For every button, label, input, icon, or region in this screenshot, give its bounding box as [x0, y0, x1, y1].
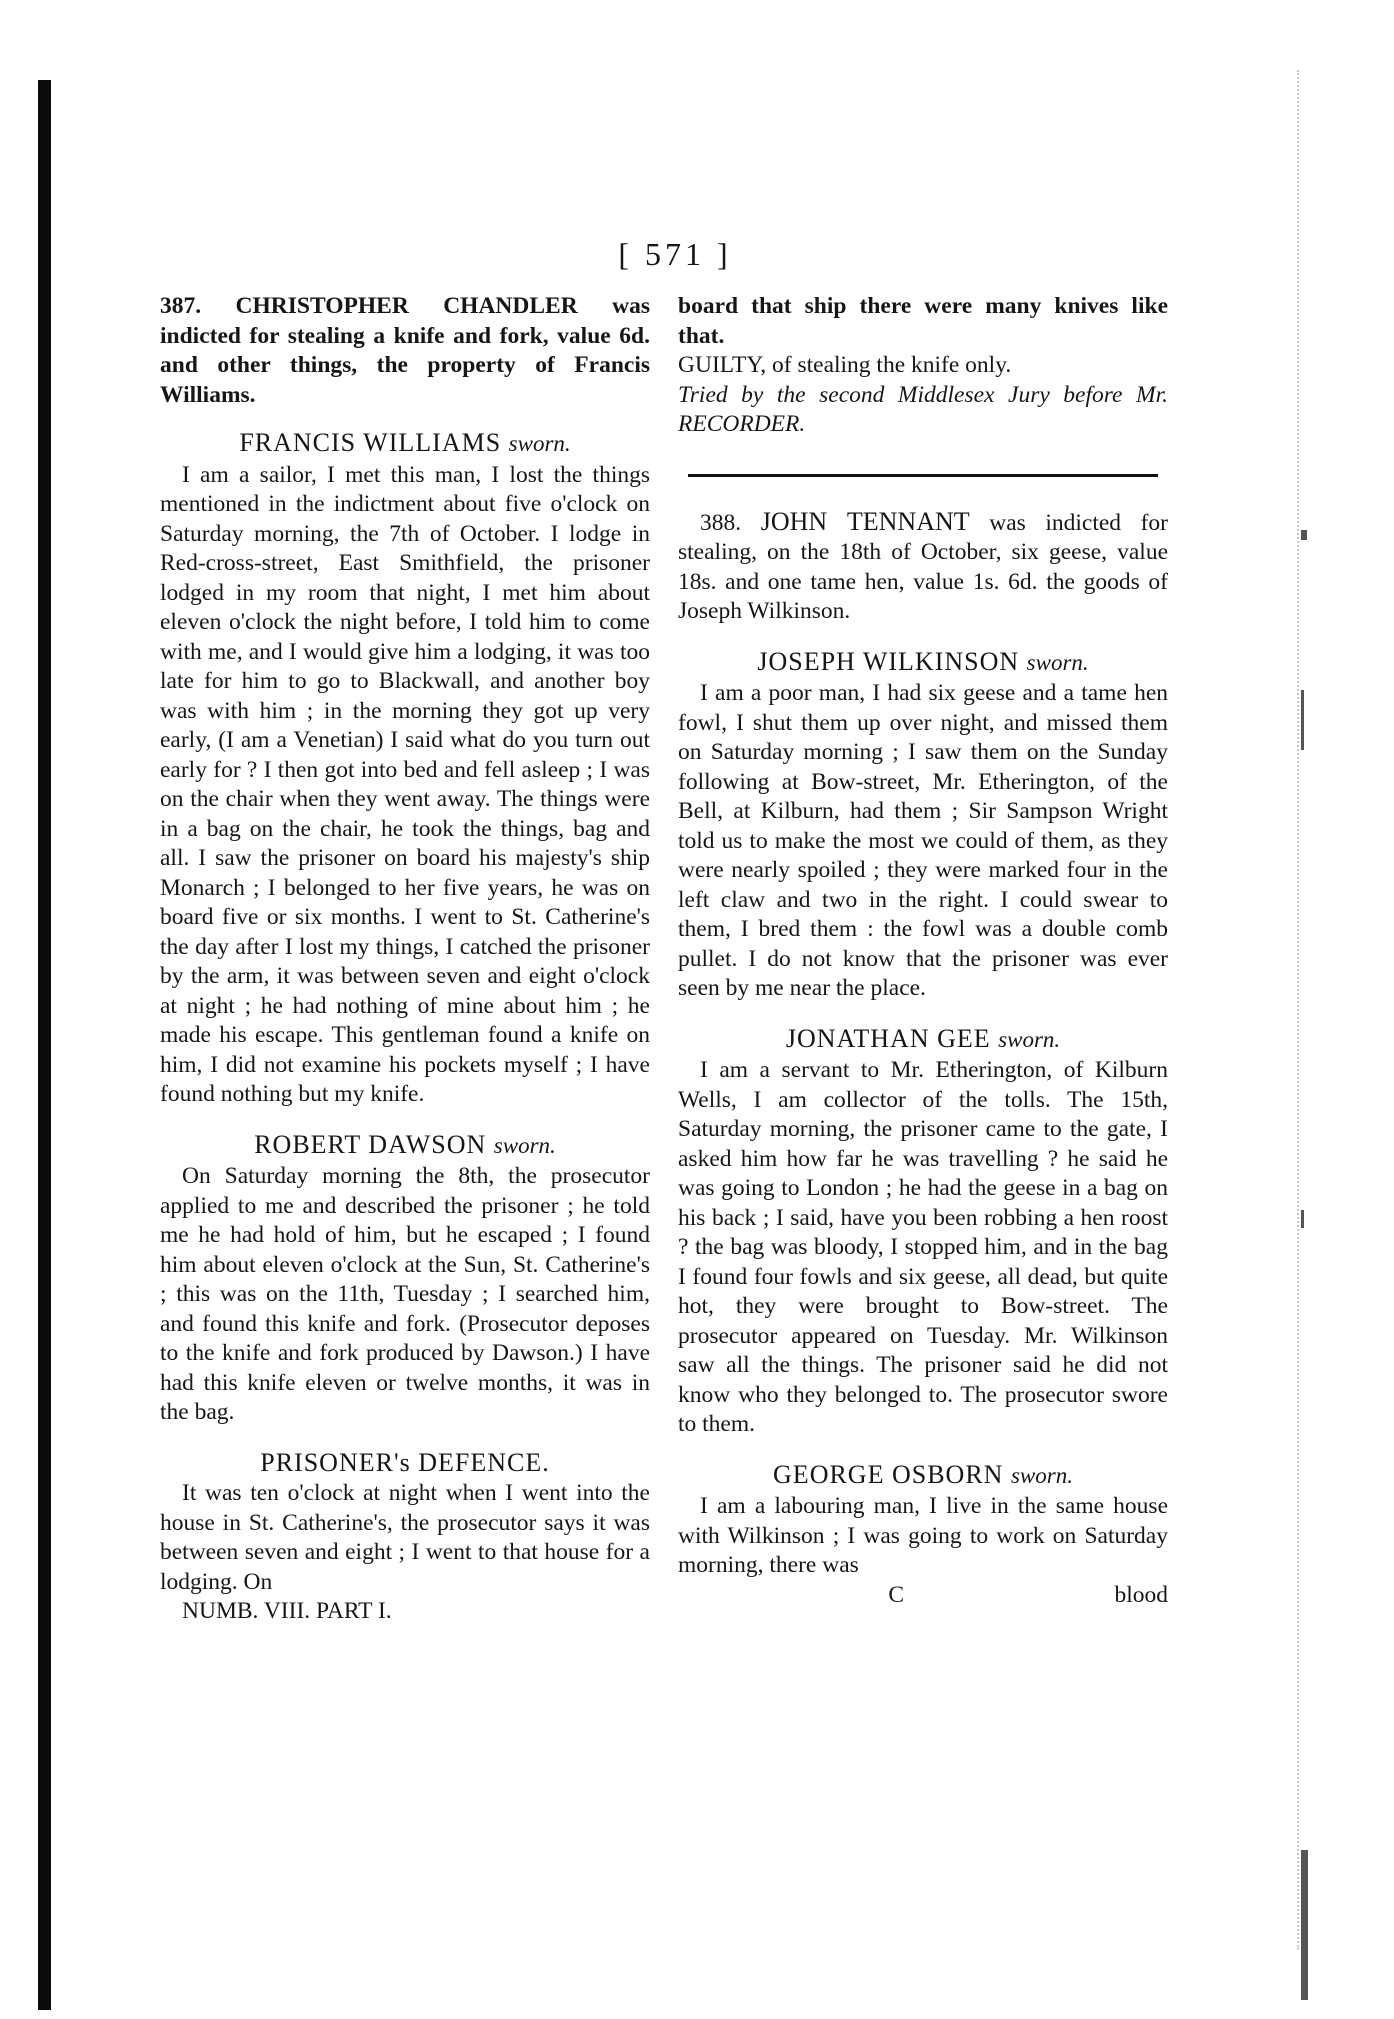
page-footer [678, 1581, 1168, 1611]
defence-paragraph: It was ten o'clock at night when I went into the house in St. Catherine's, the prosecutor says it was between seven and eight ; I went to that house for a lodging. On [160, 1480, 650, 1595]
page-number: [ 571 ] [618, 236, 732, 272]
testimony-paragraph: On Saturday morning the 8th, the prosecutor applied to me and described the prisoner ; he told me he had hold of him, but he escaped ; I found him about eleven o'clock at the Sun, St. Catherine's ; this was on the 11th, Tuesday ; I searched him, and found this knife and fork. (Prosecutor deposes to the knife and fork produced by Dawson.) I have had this knife eleven or twelve months, it was in the bag. [160, 1163, 650, 1425]
defence-heading: PRISONER's DEFENCE. [260, 1447, 550, 1477]
witness-heading [678, 1460, 1168, 1491]
defendant-name: CHRISTOPHER CHANDLER [235, 293, 578, 319]
witness-sworn: sworn. [493, 1132, 556, 1158]
witness-heading [678, 1024, 1168, 1055]
continuation-text: board that ship there were many knives like that. [678, 293, 1168, 349]
section-divider [688, 474, 1158, 477]
witness-name: ROBERT DAWSON [254, 1129, 487, 1159]
signature-mark: C [888, 1581, 905, 1608]
testimony-paragraph: I am a servant to Mr. Etherington, of Kilburn Wells, I am collector of the tolls. The 15th, Saturday morning, the prisoner came to the gate, I asked him how far he was travelling ? he said he was going to London ; he had the geese in a bag on his back ; I said, have you been robbing a hen roost ? the bag was bloody, I stopped him, and in the bag I found four fowls and six geese, all dead, but quite hot, they were brought to Bow-street. The prosecutor appeared on Tuesday. Mr. Wilkinson saw all the things. The prisoner said he did not know who they belonged to. The prosecutor swore to them. [678, 1057, 1168, 1437]
scan-binding-edge [38, 80, 51, 2010]
witness-sworn: sworn. [998, 1026, 1061, 1052]
verdict: GUILTY, of stealing the knife only. [678, 352, 1012, 378]
witness-sworn: sworn. [508, 431, 571, 456]
witness-sworn: sworn. [1026, 649, 1089, 675]
testimony-paragraph: I am a sailor, I met this man, I lost the things mentioned in the indictment about five o'clock on Saturday morning, the 7th of October. I lodge in Red-cross-street, East Smithfield, the prisoner lodged in my room that night, I met him about eleven o'clock the night before, I told him to come with me, and I would give him a lodging, it was too late for him to go to Blackwall, and another boy was with him ; in the morning they got up very early, (I am a Venetian) I said what do you turn out early for ? I then got into bed and fell asleep ; I was on the chair when they went away. The things were in a bag on the chair, he took the things, bag and all. I saw the prisoner on board his majesty's ship Monarch ; I belonged to her five years, he was on board five or six months. I went to St. Catherine's the day after I lost my things, I catched the prisoner by the arm, it was between seven and eight o'clock at night ; he had nothing of mine about him ; he made his escape. This gentleman found a knife on him, I did not examine his pockets myself ; I have found nothing but my knife. [160, 461, 650, 1107]
witness-name: GEORGE OSBORN [773, 1459, 1004, 1489]
right-column [678, 292, 1168, 1610]
witness-name: FRANCIS WILLIAMS [239, 428, 502, 457]
testimony-paragraph: I am a labouring man, I live in the same house with Wilkinson ; I was going to work on Saturday morning, there was [678, 1493, 1168, 1578]
witness-name: JONATHAN GEE [785, 1023, 991, 1053]
case-number: 388. [700, 509, 742, 536]
case-388-paragraph [678, 507, 1168, 627]
witness-heading [160, 1130, 650, 1161]
case-number: 387. [160, 293, 202, 319]
signature-footer: NUMB. VIII. PART I. [182, 1598, 392, 1624]
witness-name: JOSEPH WILKINSON [757, 646, 1020, 676]
catchword: blood [1114, 1581, 1168, 1608]
witness-sworn: sworn. [1010, 1462, 1073, 1488]
witness-heading [160, 428, 650, 459]
witness-heading [678, 647, 1168, 678]
scan-page-edge [1297, 70, 1319, 1950]
left-column [160, 292, 650, 1627]
testimony-paragraph: I am a poor man, I had six geese and a tame hen fowl, I shut them up over night, and missed them on Saturday morning ; I saw them on the Sunday following at Bow-street, Mr. Etherington, of the Bell, at Kilburn, had them ; Sir Sampson Wright told us to make the most we could of them, as they were nearly spoiled ; they were marked four in the left claw and two in the right. I could swear to them, I bred them : the fowl was a double comb pullet. I do not know that the prisoner was ever seen by me near the place. [678, 680, 1168, 1001]
indictment-text: was indicted for stealing, on the 18th of October, six geese, value 18s. and one tame hen, value 1s. 6d. the goods of Joseph Wilkinson. [678, 509, 1169, 624]
trial-note: Tried by the second Middlesex Jury before Mr. RECORDER. [678, 381, 1168, 437]
indictment-text: was indicted for stealing a knife and fork, value 6d. and other things, the property of Francis Williams. [160, 293, 650, 408]
defendant-name: JOHN TENNANT [760, 506, 970, 536]
case-387-paragraph [160, 292, 650, 410]
